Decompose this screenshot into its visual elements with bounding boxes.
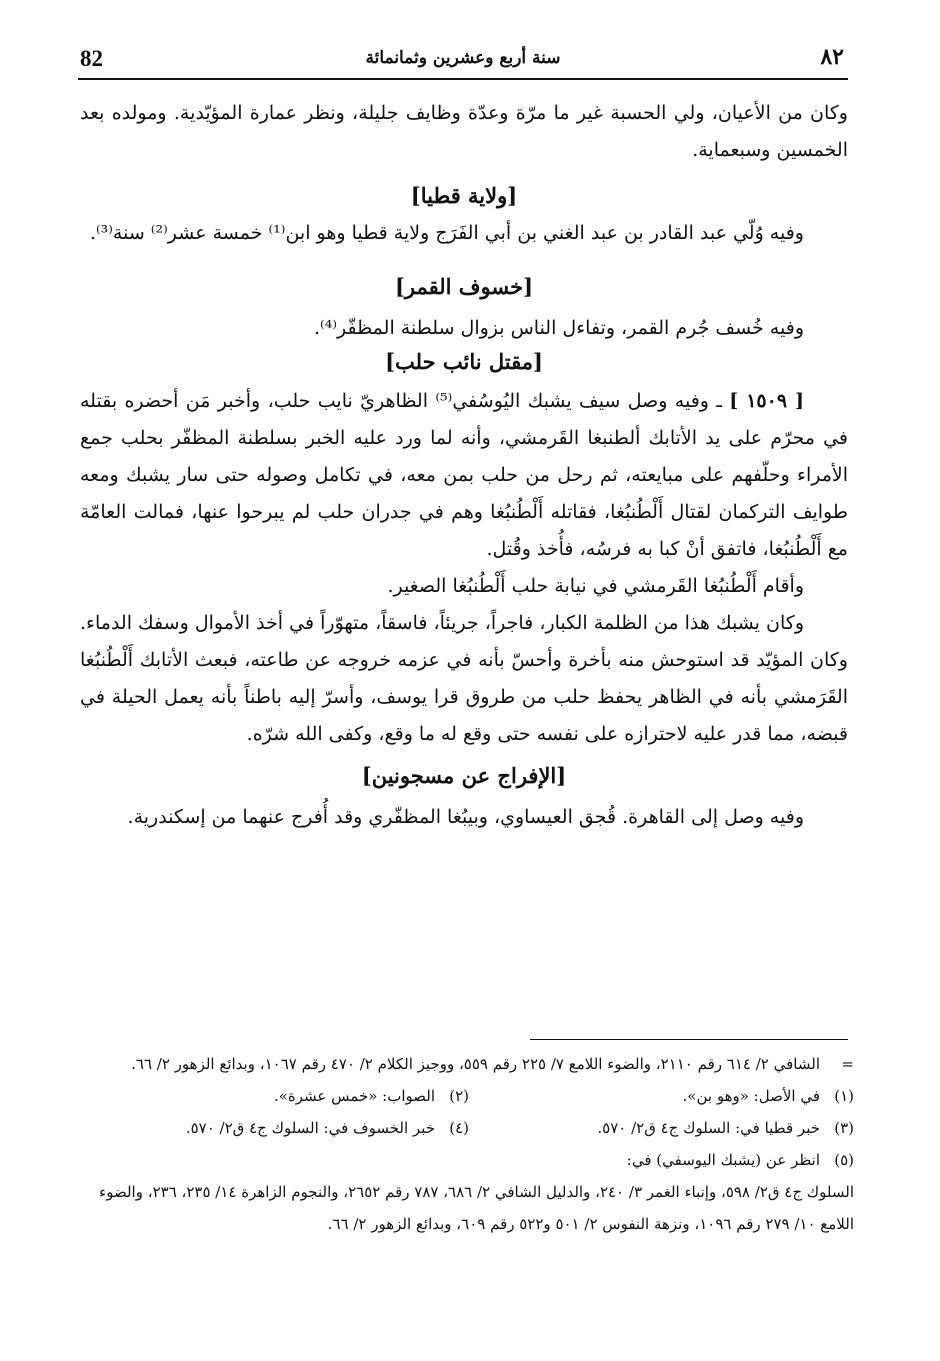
paragraph-aleppo-1 bbox=[80, 383, 848, 568]
footnote-1 bbox=[469, 1080, 854, 1112]
footnote-rule bbox=[530, 1039, 848, 1040]
footnote-3 bbox=[469, 1112, 854, 1144]
footnote-5-mark: (٥) bbox=[834, 1151, 854, 1169]
running-title: سنة أربع وعشرين وثمانمائة bbox=[365, 48, 561, 68]
page-number-latin: 82 bbox=[80, 46, 103, 71]
entry-number: [ ١٥٠٩ ] bbox=[729, 390, 804, 412]
footnote-4 bbox=[84, 1112, 469, 1144]
main-text bbox=[80, 95, 848, 836]
footnote-row-1-2 bbox=[84, 1080, 854, 1112]
page-number-arabic: ٨٢ bbox=[820, 44, 844, 70]
paragraph-eclipse: وفيه خُسف جُرم القمر، وتفاءل الناس بزوال سلطنة المظفّر⁽⁴⁾. bbox=[313, 317, 804, 339]
footnote-continuation-text: الشافي ٢/ ٦١٤ رقم ٢١١٠، والضوء اللامع ٧/ ٢٢٥ رقم ٥٥٩، ووجيز الكلام ٢/ ٤٧٠ رقم ١٠٦٧، وبدائع الزهور ٢/ ٦٦. bbox=[131, 1055, 820, 1073]
footnote-5 bbox=[84, 1144, 854, 1176]
intro-paragraph: وكان من الأعيان، ولي الحسبة غير ما مرّة وعدّة وظايف جليلة، ونظر عمارة المؤيّدية. ومولده بعد الخمسين وسبعماية. bbox=[80, 102, 848, 161]
footnote-1-mark: (١) bbox=[834, 1087, 854, 1105]
continuation-mark: = bbox=[841, 1055, 854, 1073]
section-heading-release: [الإفراج عن مسجونين] bbox=[361, 763, 567, 788]
paragraph-aleppo-3: وكان يشبك هذا من الظلمة الكبار، فاجراً، جريئاً، فاسقاً، متهوّراً في أخذ الأموال وسفك الدماء. وكان المؤيّد قد استوحش منه بأخرة وأحسّ بأنه في عزمه خروجه عن طاعته، فبعث الأتابك أَلْطُنبُغا القَرَمشي بأنه في الظاهر يحفظ حلب من طروق قرا يوسف، وأسرّ إليه باطناً بأنه يعمل الحيلة في قبضه، مما قدر عليه لاحترازه على نفسه حتى وقع له ما وقع، وكفى الله شرّه. bbox=[80, 612, 848, 745]
footnote-4-text: خبر الخسوف في: السلوك ج٤ ق٢/ ٥٧٠. bbox=[185, 1119, 435, 1137]
footnote-5-body: السلوك ج٤ ق٢/ ٥٩٨، وإنباء الغمر ٣/ ٢٤٠، والدليل الشافي ٢/ ٦٨٦، ٧٨٧ رقم ٢٦٥٢، والنجوم الزاهرة ١٤/ ٢٣٥، ٢٣٦، والضوء اللامع ١٠/ ٢٧٩ رقم ١٠٩٦، ونزهة النفوس ٢/ ٥٠١ و٥٢٢ رقم ٦٠٩، وبدائع الزهور ٢/ ٦٦. bbox=[99, 1183, 854, 1233]
paragraph-release: وفيه وصل إلى القاهرة. قُجق العيساوي، وبيبُغا المظفّري وقد أُفرج عنهما من إسكندرية. bbox=[127, 806, 804, 828]
footnote-1-text: في الأصل: «وهو بن». bbox=[682, 1087, 820, 1105]
footnote-continuation bbox=[84, 1048, 854, 1080]
paragraph-qatya: وفيه وُلّي عبد القادر بن عبد الغني بن أبي الفَرَج ولاية قطيا وهو ابن⁽¹⁾ خمسة عشر⁽²⁾ سنة⁽³⁾. bbox=[89, 222, 804, 244]
footnote-5-intro: انظر عن (يشبك اليوسفي) في: bbox=[626, 1151, 820, 1169]
footnote-2-mark: (٢) bbox=[449, 1087, 469, 1105]
footnote-3-mark: (٣) bbox=[834, 1119, 854, 1137]
paragraph-aleppo-1-text: ـ وفيه وصل سيف يشبك اليُوسُفي⁽⁵⁾ الظاهريّ نايب حلب، وأخبر مَن أحضره بقتله في محرّم على يد الأتابك ألطنبغا القَرمشي، وأنه لما ورد عليه الخبر بسلطنة المظفّر بحلب جمع الأمراء وحلّفهم على مبايعته، ثم رحل من حلب بمن معه، في تكامل وصوله حتى سار يشبك ومعه طوايف التركمان لقتال أَلْطُنبُغا، فقاتله أَلْطُنبُغا وهم في جدران حلب لم يبرحوا عنها، فمالت العامّة مع أَلْطُنبُغا، فاتفق أنْ كبا به فرسُه، فأُخذ وقُتل. bbox=[80, 390, 848, 560]
section-heading-eclipse: [خسوف القمر] bbox=[394, 274, 534, 299]
paragraph-aleppo-2: وأقام أَلْطُنبُغا القَرمشي في نيابة حلب أَلْطُنبُغا الصغير. bbox=[387, 575, 804, 597]
footnotes bbox=[84, 1048, 854, 1240]
footnote-2-text: الصواب: «خمس عشرة». bbox=[273, 1087, 435, 1105]
section-heading-aleppo: [مقتل نائب حلب] bbox=[385, 349, 543, 374]
footnote-row-3-4 bbox=[84, 1112, 854, 1144]
page-header bbox=[78, 42, 848, 80]
footnote-2 bbox=[84, 1080, 469, 1112]
footnote-3-text: خبر قطيا في: السلوك ج٤ ق٢/ ٥٧٠. bbox=[597, 1119, 820, 1137]
footnote-4-mark: (٤) bbox=[449, 1119, 469, 1137]
section-heading-qatya: [ولاية قطيا] bbox=[410, 183, 518, 208]
